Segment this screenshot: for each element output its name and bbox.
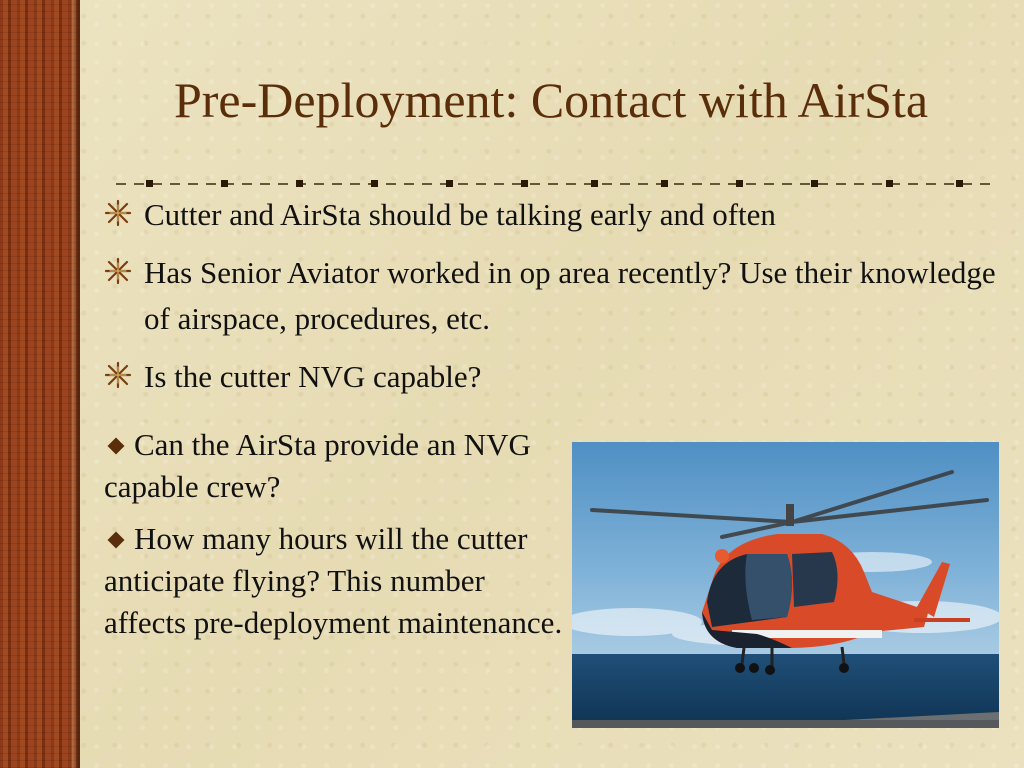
bullet-text: Cutter and AirSta should be talking early and often: [144, 197, 776, 232]
helicopter-photo: [572, 442, 999, 728]
wood-border: [0, 0, 80, 768]
bullet-item: [104, 250, 1004, 342]
bullet-text: Is the cutter NVG capable?: [144, 359, 482, 394]
diamond-bullet-icon: [108, 437, 125, 454]
sub-bullet-text: How many hours will the cutter anticipate flying? This number affects pre-deployment maintenance.: [104, 521, 563, 640]
sub-bullet-list: [104, 424, 564, 654]
diamond-bullet-icon: [108, 531, 125, 548]
starburst-bullet-icon: [104, 199, 132, 227]
bullet-item: [104, 192, 1004, 238]
sub-bullet-item: [104, 424, 564, 508]
starburst-bullet-icon: [104, 257, 132, 285]
slide-title: Pre-Deployment: Contact with AirSta: [173, 72, 929, 128]
bullet-item: [104, 354, 1004, 400]
main-bullet-list: [104, 192, 1004, 412]
sub-bullet-text: Can the AirSta provide an NVG capable crew?: [104, 427, 531, 504]
bullet-text: Has Senior Aviator worked in op area recently? Use their knowledge of airspace, procedures, etc.: [144, 255, 996, 336]
starburst-bullet-icon: [104, 361, 132, 389]
sub-bullet-item: [104, 518, 564, 644]
